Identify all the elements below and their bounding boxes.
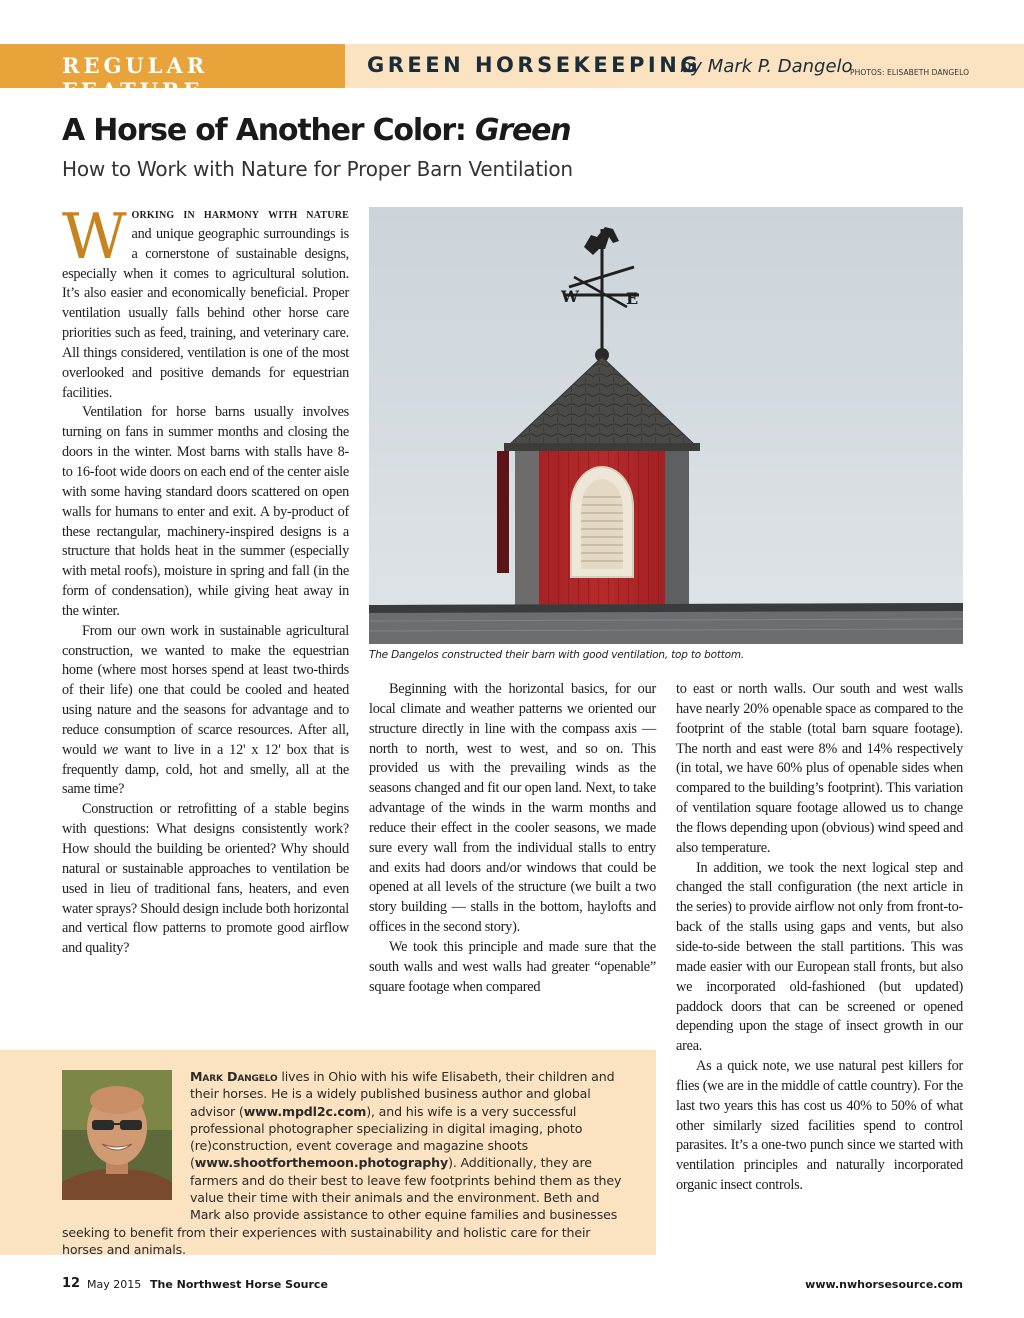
vane-letter-e: E <box>626 289 639 308</box>
paragraph-6: We took this principle and made sure that the south walls and west walls had greater “openable” square footage when compared <box>369 938 656 995</box>
author-name: Mark Dangelo <box>190 1069 278 1084</box>
publication-name: The Northwest Horse Source <box>150 1278 328 1291</box>
photography-website-link[interactable]: www.shootforthemoon.photography <box>194 1155 449 1171</box>
article-title <box>62 113 570 148</box>
photo-caption: The Dangelos constructed their barn with good ventilation, top to bottom. <box>369 649 745 661</box>
article-subtitle: How to Work with Nature for Proper Barn Ventilation <box>62 157 573 181</box>
title-emphasis: Green <box>474 113 571 148</box>
title-main: A Horse of Another Color: <box>62 113 475 148</box>
drop-cap: W <box>62 200 127 273</box>
series-title: GREEN HORSEKEEPING <box>367 53 702 77</box>
publication-url[interactable]: www.nwhorsesource.com <box>805 1278 963 1291</box>
bio-text-3: ). Additionally, they are farmers and do their best to leave few footprints behind them as they value their time with their animals and the environment. Beth and Mark also provide assistance to other equine families and businesses seeking to benefit from their experiences with sustainability and holistic care for their horses and animals. <box>62 1155 622 1257</box>
paragraph-7: to east or north walls. Our south and west walls have nearly 20% openable space as compared to the footprint of the stable (total barn square footage). The north and east were 8% and 14% respectively (in total, we have 60% plus of openable sides when compared to the building’s footprint). This variation of ventilation square footage allowed us to change the flows depending upon (obvious) wind speed and also temperature. <box>676 681 963 856</box>
bio-text-2: ), and his wife is a very successful professional photographer specializing in digital imaging, photo (re)construction, event coverage and magazine shoots ( <box>190 1103 583 1171</box>
bio-text-1: lives in Ohio with his wife Elisabeth, their children and their horses. He is a widely published business author and global advisor ( <box>190 1069 615 1119</box>
paragraph-1-text: and unique geographic surroundings is a cornerstone of sustainable designs, especially when it comes to agricultural solution. It’s also easier and economically beneficial. Proper ventilation usually falls behind other horse care priorities such as feed, training, and veterinary care. All things considered, ventilation is one of the most overlooked and positive demands for equestrian facilities. <box>62 225 349 401</box>
author-website-link[interactable]: www.mpdl2c.com <box>243 1103 367 1119</box>
column-3 <box>676 680 963 1196</box>
column-2 <box>369 680 656 998</box>
paragraph-1 <box>62 200 349 403</box>
photo-spacer <box>62 1068 190 1210</box>
author-bio <box>62 1068 627 1258</box>
paragraph-2: Ventilation for horse barns usually involves turning on fans in summer months and closing the doors in the winter. Most barns with stalls have 8- to 16-foot wide doors on each end of the center aisle with some having standard doors scattered on open walls for humans to enter and exit. A by-product of these rectangular, machinery-inspired designs is a structure that holds heat in the summer (especially with metal roofs), moisture in spring and fall (in the form of condensation), while giving heat away in the winter. <box>62 404 349 619</box>
corner-trim-right <box>665 451 689 609</box>
lead-in: orking in harmony with nature <box>131 206 349 222</box>
louvered-vent <box>571 467 633 577</box>
page-number: 12 <box>62 1276 81 1291</box>
paragraph-5: Beginning with the horizontal basics, for our local climate and weather patterns we oriented our structure directly in line with the compass axis — north to north, west to west, and so on. This provided us with the prevailing winds as the seasons changed and fit our open land. Next, to take advantage of the winds in the warm months and reduce their effect in the cooler seasons, we made sure every wall from the individual stalls to entry and exits had doors and/or windows that could be opened at all levels of the structure (we built a two story building — stalls in the bottom, haylofts and offices in the second story). <box>369 681 656 936</box>
byline: by Mark P. Dangelo <box>680 56 853 77</box>
paragraph-3-emphasis: we <box>102 741 118 758</box>
paragraph-3-text-a: From our own work in sustainable agricultural construction, we wanted to make the equestrian home (where most horses spend at least two-thirds of their life) one that could be cooled and heated using nature and the seasons for advantage and to reduce consumption of scarce resources. After all, would <box>62 622 349 758</box>
paragraph-3-text-b: want to live in a 12' x 12' box that is frequently damp, cold, hot and smelly, all at the same time? <box>62 741 349 798</box>
section-label: REGULAR FEATURE <box>62 53 209 103</box>
paragraph-8: In addition, we took the next logical step and changed the stall configuration (the next article in the series) to provide airflow not only from front-to-back of the stalls using gaps and vents, but also side-to-side between the stall partitions. This was made easier with our European stall fronts, but also we incorporated old-fashioned (but updated) paddock doors that can be screened or opened depending upon the stage of insect growth in our area. <box>676 859 963 1055</box>
section-label-box <box>0 44 345 103</box>
corner-trim-left <box>515 451 539 609</box>
paragraph-3 <box>62 622 349 801</box>
cupola-weathervane-photo <box>369 207 963 644</box>
photo-credit: PHOTOS: ELISABETH DANGELO <box>850 68 970 77</box>
paragraph-4: Construction or retrofitting of a stable begins with questions: What designs consistently work? How should the building be oriented? Why should natural or sustainable approaches to ventilation be used in lieu of traditional fans, heaters, and even water sprays? Should design include both horizontal and vertical flow patterns to promote good airflow and quality? <box>62 801 349 957</box>
vane-letter-w: W <box>561 287 579 306</box>
issue-date: May 2015 <box>87 1278 142 1291</box>
column-1 <box>62 200 349 959</box>
paragraph-9: As a quick note, we use natural pest killers for flies (we are in the middle of cattle country). For the last two years this has cost us 40% to 50% of what other similarly sized facilities spend to control parasites. It’s a one-two punch since we started with ventilation principles and naturally incorporated organic insect controls. <box>676 1058 963 1194</box>
